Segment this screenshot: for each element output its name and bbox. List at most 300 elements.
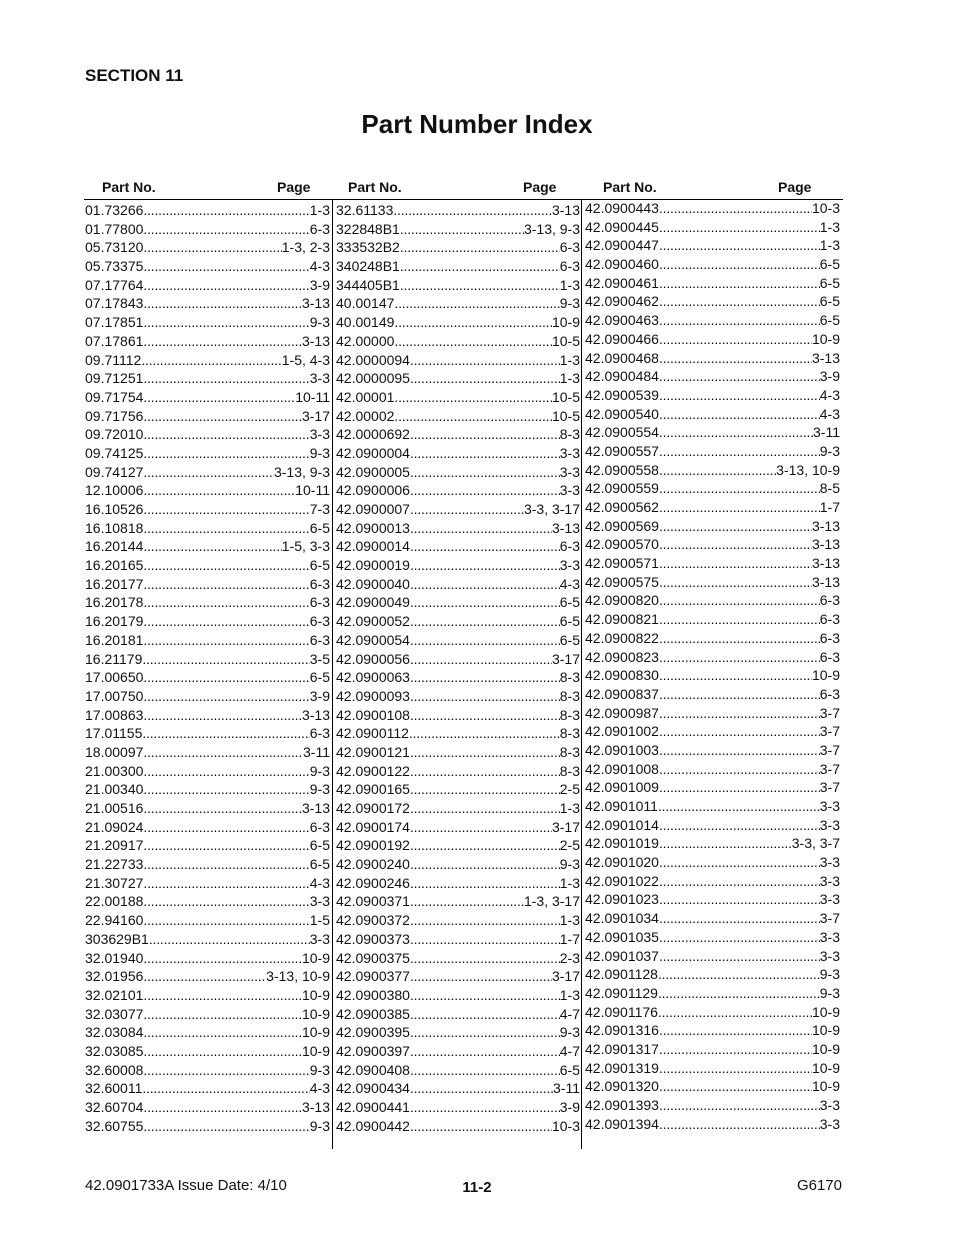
page-reference: 3-9	[309, 687, 330, 704]
dot-leader	[659, 760, 820, 779]
part-number: 42.0000692	[336, 426, 410, 443]
part-number: 42.0900441	[336, 1099, 410, 1115]
column-divider	[581, 199, 582, 1149]
part-number: 42.0900570	[585, 536, 659, 553]
index-entry	[85, 220, 330, 239]
index-entry	[336, 238, 580, 257]
dot-leader	[143, 1042, 302, 1061]
part-number: 42.0901034	[585, 910, 659, 927]
part-number: 42.0901003	[585, 741, 659, 758]
index-entry	[585, 311, 840, 330]
page-reference: 10-9	[811, 1078, 840, 1095]
part-number: 42.0900562	[585, 499, 659, 515]
part-number: 42.0901037	[585, 947, 659, 964]
page-reference: 3-11	[553, 1080, 580, 1097]
page-reference: 6-5	[309, 856, 330, 873]
part-number: 42.0900443	[585, 200, 659, 216]
part-number: 42.0901176	[585, 1003, 658, 1020]
page-reference: 1-3	[559, 276, 580, 293]
part-number: 42.0900063	[336, 669, 410, 686]
dot-leader	[410, 986, 560, 1005]
page-reference: 8-3	[559, 762, 580, 779]
page-reference: 3-3	[819, 854, 840, 871]
dot-leader	[410, 855, 560, 874]
part-number: 42.0000094	[336, 351, 410, 368]
page-reference: 6-5	[559, 631, 580, 648]
part-number: 42.0901317	[585, 1040, 659, 1057]
page-reference: 1-3	[819, 218, 840, 235]
dot-leader	[659, 199, 812, 218]
dot-leader	[142, 650, 309, 669]
index-entry	[585, 760, 840, 779]
part-number: 42.0900463	[585, 312, 659, 329]
dot-leader	[143, 967, 266, 986]
page-reference: 3-13	[301, 332, 330, 349]
dot-leader	[410, 575, 560, 594]
page-reference: 4-3	[309, 1080, 330, 1097]
dot-leader	[400, 238, 560, 257]
page-reference: 6-3	[819, 648, 840, 665]
dot-leader	[659, 853, 820, 872]
index-entry	[336, 425, 580, 444]
index-entry	[585, 573, 840, 592]
page-reference: 1-3	[559, 986, 580, 1003]
page-reference: 6-5	[309, 837, 330, 854]
part-number: 07.17861	[85, 332, 144, 349]
part-number: 21.22733	[85, 856, 144, 873]
page-reference: 3-3	[309, 893, 330, 910]
part-number: 42.0900377	[336, 968, 410, 985]
dot-leader	[143, 949, 302, 968]
part-number: 16.20178	[85, 594, 144, 611]
dot-leader	[143, 743, 303, 762]
part-number: 42.0900397	[336, 1042, 410, 1059]
part-number: 42.00001	[336, 388, 395, 405]
dot-leader	[658, 965, 820, 984]
index-entry	[585, 741, 840, 760]
dot-leader	[410, 743, 560, 762]
section-label: SECTION 11	[85, 66, 184, 85]
page-reference: 9-3	[309, 781, 330, 798]
page-reference: 8-3	[559, 426, 580, 443]
part-number: 42.0900108	[336, 706, 410, 723]
page-title: Part Number Index	[361, 109, 593, 139]
part-number: 42.0901002	[585, 723, 659, 740]
page-reference: 3-13	[811, 573, 840, 590]
index-entry	[585, 1059, 840, 1078]
index-entry	[585, 853, 840, 872]
part-number: 42.0901009	[585, 779, 659, 796]
dot-leader	[659, 816, 820, 835]
index-entry	[336, 892, 580, 911]
page-reference: 10-9	[811, 667, 840, 684]
page-reference: 8-5	[819, 480, 840, 497]
page-reference: 3-7	[819, 779, 840, 796]
index-entry	[585, 517, 840, 536]
dot-leader	[410, 911, 560, 930]
part-number: 42.00000	[336, 332, 395, 349]
manual-code: G6170	[796, 1177, 842, 1194]
dot-leader	[143, 369, 309, 388]
index-entry	[85, 724, 330, 743]
dot-leader	[659, 274, 820, 293]
dot-leader	[410, 369, 560, 388]
index-entry	[336, 818, 580, 837]
dot-leader	[659, 1096, 820, 1115]
page-reference: 2-5	[559, 837, 580, 854]
page-reference: 1-3	[309, 202, 330, 218]
index-entry	[336, 407, 580, 426]
dot-leader	[410, 481, 560, 500]
dot-leader	[143, 1005, 302, 1024]
dot-leader	[143, 612, 309, 631]
index-entry	[85, 1005, 330, 1024]
dot-leader	[659, 1040, 812, 1059]
part-number: 42.0900093	[336, 687, 410, 704]
dot-leader	[410, 1042, 560, 1061]
index-column-3	[585, 199, 840, 1133]
index-entry	[336, 650, 580, 669]
index-entry	[585, 535, 840, 554]
page-reference: 6-3	[819, 592, 840, 609]
part-number: 05.73375	[85, 258, 144, 275]
part-number: 42.0900004	[336, 444, 410, 461]
part-number: 09.74127	[85, 463, 144, 480]
part-number: 21.00300	[85, 762, 144, 779]
part-number: 42.0900056	[336, 650, 410, 667]
index-column-2	[336, 201, 580, 1135]
index-entry	[585, 479, 840, 498]
index-entry	[585, 890, 840, 909]
col1-part-header: Part No.	[102, 179, 156, 195]
dot-leader	[143, 500, 309, 519]
page-reference: 3-13	[811, 349, 840, 366]
dot-leader	[141, 351, 281, 370]
dot-leader	[659, 685, 820, 704]
page-reference: 4-3	[309, 258, 330, 275]
dot-leader	[659, 722, 820, 741]
page-reference: 3-7	[819, 741, 840, 758]
index-entry	[336, 724, 580, 743]
index-entry	[336, 332, 580, 351]
index-entry	[336, 276, 580, 295]
page-reference: 3-9	[309, 276, 330, 293]
index-entry	[85, 593, 330, 612]
dot-leader	[410, 930, 560, 949]
page-reference: 6-3	[559, 239, 580, 256]
index-entry	[85, 743, 330, 762]
dot-leader	[143, 332, 302, 351]
page-reference: 1-3, 3-17	[523, 893, 580, 910]
index-entry	[336, 257, 580, 276]
part-number: 42.0900462	[585, 293, 659, 310]
index-entry	[85, 463, 330, 482]
page-reference: 10-9	[301, 1005, 330, 1022]
page-reference: 3-13, 9-3	[273, 463, 330, 480]
part-number: 42.0900049	[336, 594, 410, 611]
part-number: 42.0900408	[336, 1061, 410, 1078]
index-entry	[585, 218, 840, 237]
dot-leader	[143, 220, 309, 239]
page-reference: 3-13	[551, 519, 580, 536]
index-entry	[336, 874, 580, 893]
page-reference: 3-9	[559, 1099, 580, 1115]
index-entry	[85, 799, 330, 818]
part-number: 42.0900122	[336, 762, 410, 779]
page-reference: 6-5	[559, 613, 580, 630]
part-number: 16.20177	[85, 575, 144, 592]
page-reference: 9-3	[559, 856, 580, 873]
page-reference: 3-3	[819, 891, 840, 908]
page-reference: 10-9	[811, 1059, 840, 1076]
page-reference: 3-5	[309, 650, 330, 667]
dot-leader	[410, 706, 560, 725]
dot-leader	[410, 780, 560, 799]
part-number: 09.71756	[85, 407, 144, 424]
index-entry	[585, 1115, 840, 1134]
index-entry	[85, 892, 330, 911]
page-reference: 3-17	[551, 650, 580, 667]
dot-leader	[400, 257, 560, 276]
dot-leader	[410, 631, 560, 650]
page-reference: 4-3	[559, 575, 580, 592]
dot-leader	[410, 874, 560, 893]
page-reference: 7-3	[309, 501, 330, 517]
dot-leader	[400, 220, 524, 239]
page-reference: 6-3	[309, 725, 330, 742]
index-entry	[585, 1040, 840, 1059]
part-number: 42.0900460	[585, 256, 659, 273]
index-entry	[85, 537, 330, 556]
index-entry	[336, 388, 580, 407]
index-entry	[585, 834, 840, 853]
dot-leader	[143, 799, 302, 818]
page-reference: 3-3	[309, 930, 330, 947]
part-number: 32.60704	[85, 1099, 144, 1115]
col2-part-header: Part No.	[348, 179, 402, 195]
dot-leader	[659, 834, 792, 853]
part-number: 42.0900575	[585, 573, 659, 590]
part-number: 42.0901035	[585, 928, 659, 945]
dot-leader	[659, 591, 820, 610]
dot-leader	[410, 650, 552, 669]
dot-leader	[659, 479, 820, 498]
page-reference: 9-3	[309, 1117, 330, 1134]
dot-leader	[394, 294, 559, 313]
index-entry	[336, 500, 580, 519]
dot-leader	[143, 388, 295, 407]
dot-leader	[659, 648, 820, 667]
page-reference: 1-3, 2-3	[281, 239, 330, 256]
part-number: 16.20181	[85, 631, 144, 648]
index-entry	[85, 556, 330, 575]
dot-leader	[410, 425, 560, 444]
dot-leader	[659, 778, 820, 797]
dot-leader	[659, 311, 820, 330]
dot-leader	[143, 836, 309, 855]
index-entry	[336, 668, 580, 687]
page-reference: 9-3	[309, 1061, 330, 1078]
index-entry	[336, 1023, 580, 1042]
dot-leader	[410, 892, 524, 911]
page-reference: 1-7	[559, 930, 580, 947]
index-entry	[336, 930, 580, 949]
part-number: 40.00147	[336, 295, 395, 312]
page-reference: 3-3	[559, 482, 580, 499]
part-number: 16.21179	[85, 650, 143, 667]
page-reference: 3-13	[811, 536, 840, 553]
index-entry	[585, 685, 840, 704]
index-entry	[585, 816, 840, 835]
part-number: 42.0900165	[336, 781, 410, 798]
dot-leader	[143, 519, 309, 538]
part-number: 42.00002	[336, 407, 395, 424]
dot-leader	[659, 947, 820, 966]
index-entry	[585, 909, 840, 928]
part-number: 42.0900172	[336, 800, 410, 816]
dot-leader	[410, 1079, 553, 1098]
page-reference: 10-9	[811, 1040, 840, 1057]
page-reference: 6-3	[309, 594, 330, 611]
part-number: 42.0900484	[585, 368, 659, 385]
dot-leader	[659, 928, 820, 947]
dot-leader	[410, 1117, 552, 1136]
index-entry	[336, 351, 580, 370]
page-reference: 3-9	[819, 368, 840, 385]
dot-leader	[410, 967, 552, 986]
dot-leader	[143, 593, 309, 612]
page-reference: 3-7	[819, 704, 840, 721]
index-entry	[336, 556, 580, 575]
part-number: 42.0900040	[336, 575, 410, 592]
part-number: 42.0901014	[585, 816, 659, 833]
index-entry	[585, 947, 840, 966]
index-entry	[336, 1042, 580, 1061]
index-entry	[585, 1077, 840, 1096]
page-reference: 6-3	[309, 631, 330, 648]
page-reference: 3-13	[551, 202, 580, 218]
part-number: 21.00516	[85, 800, 144, 816]
index-entry	[85, 762, 330, 781]
page-reference: 4-3	[819, 386, 840, 403]
page-reference: 8-3	[559, 706, 580, 723]
index-entry	[336, 1098, 580, 1117]
index-entry	[85, 1061, 330, 1080]
index-entry	[336, 762, 580, 781]
dot-leader	[658, 1003, 812, 1022]
column-divider	[332, 199, 333, 1149]
part-number: 12.10006	[85, 482, 144, 499]
part-number: 42.0900005	[336, 463, 410, 480]
part-number: 42.0900013	[336, 519, 410, 536]
page-reference: 3-3	[559, 444, 580, 461]
part-number: 42.0901320	[585, 1078, 659, 1095]
part-number: 42.0901394	[585, 1115, 659, 1132]
page-reference: 9-3	[559, 1024, 580, 1041]
part-number: 42.0900554	[585, 424, 659, 441]
page-reference: 10-3	[551, 1117, 580, 1134]
dot-leader	[143, 201, 309, 220]
page-reference: 1-3	[559, 351, 580, 368]
index-entry	[85, 818, 330, 837]
part-number: 42.0900571	[585, 555, 659, 572]
dot-leader	[143, 892, 309, 911]
dot-leader	[659, 367, 820, 386]
part-number: 42.0901019	[585, 835, 659, 852]
index-entry	[336, 631, 580, 650]
part-number: 42.0900822	[585, 629, 659, 646]
index-entry	[85, 1098, 330, 1117]
part-number: 42.0900539	[585, 386, 659, 403]
part-number: 42.0900820	[585, 592, 659, 609]
index-entry	[85, 351, 330, 370]
dot-leader	[143, 668, 309, 687]
page-reference: 3-13	[301, 800, 330, 816]
page-reference: 10-5	[551, 332, 580, 349]
part-number: 32.03084	[85, 1024, 144, 1041]
page-reference: 2-5	[559, 781, 580, 798]
dot-leader	[143, 276, 309, 295]
index-entry	[585, 872, 840, 891]
index-entry	[336, 911, 580, 930]
index-entry	[585, 442, 840, 461]
index-entry	[336, 1117, 580, 1136]
part-number: 42.0900559	[585, 480, 659, 497]
index-entry	[585, 722, 840, 741]
dot-leader	[659, 1059, 812, 1078]
index-entry	[85, 874, 330, 893]
page-reference: 6-3	[309, 575, 330, 592]
part-number: 42.0900385	[336, 1005, 410, 1022]
part-number: 42.0900569	[585, 517, 659, 534]
page-reference: 3-17	[551, 968, 580, 985]
index-entry	[336, 537, 580, 556]
col1-page-header: Page	[277, 179, 311, 195]
dot-leader	[659, 461, 776, 480]
part-number: 16.20144	[85, 538, 144, 555]
page-reference: 3-13, 10-9	[776, 461, 840, 478]
index-entry	[85, 949, 330, 968]
dot-leader	[659, 255, 820, 274]
dot-leader	[143, 257, 309, 276]
dot-leader	[410, 1061, 560, 1080]
part-number: 42.0900557	[585, 442, 659, 459]
part-number: 322848B1	[336, 220, 400, 237]
part-number: 17.01155	[85, 725, 143, 742]
page-reference: 3-3	[819, 816, 840, 833]
index-entry	[336, 294, 580, 313]
index-entry	[85, 313, 330, 332]
page-reference: 4-7	[559, 1042, 580, 1059]
index-entry	[336, 201, 580, 220]
page-reference: 6-5	[309, 557, 330, 574]
index-entry	[336, 780, 580, 799]
page-reference: 3-13, 10-9	[266, 968, 330, 985]
part-number: 32.60755	[85, 1117, 144, 1134]
index-entry	[85, 650, 330, 669]
index-entry	[585, 984, 840, 1003]
part-number: 42.0900375	[336, 949, 410, 966]
part-number: 32.03085	[85, 1042, 144, 1059]
dot-leader	[394, 313, 552, 332]
index-entry	[585, 498, 840, 517]
index-entry	[336, 369, 580, 388]
index-entry	[85, 687, 330, 706]
index-entry	[85, 967, 330, 986]
dot-leader	[659, 741, 820, 760]
dot-leader	[410, 556, 560, 575]
dot-leader	[659, 554, 812, 573]
